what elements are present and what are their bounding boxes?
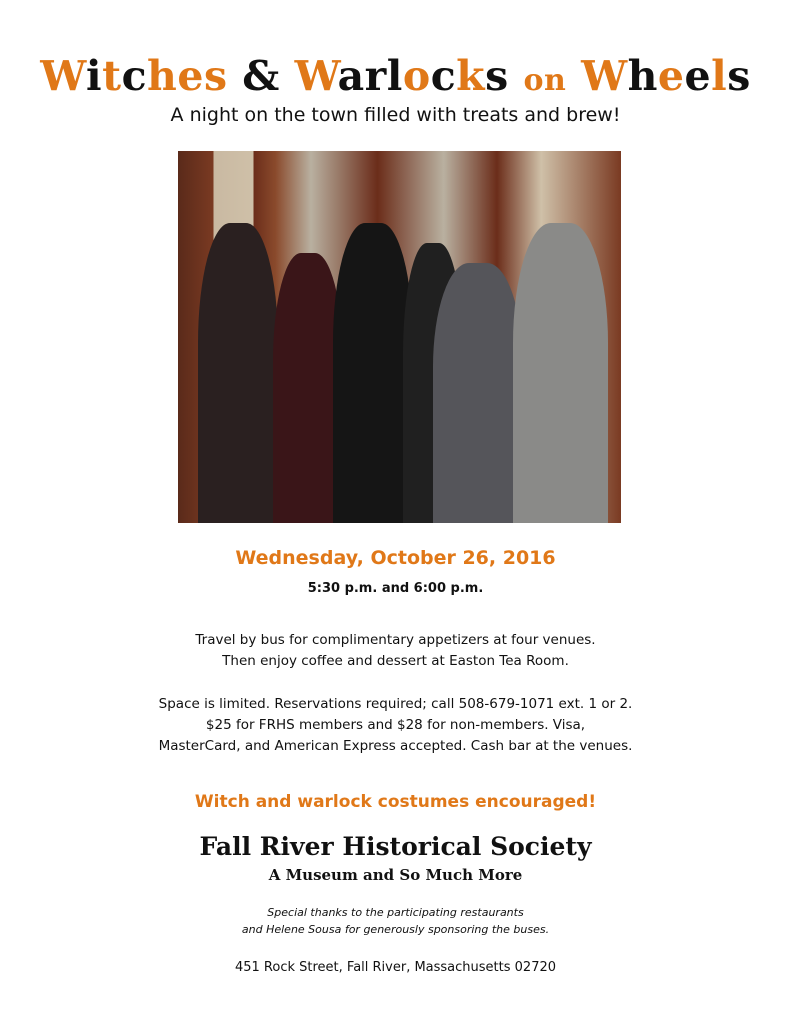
title-segment: l — [711, 52, 728, 100]
title-segment: t — [102, 52, 122, 100]
flyer-title — [0, 52, 791, 100]
title-segment: & — [227, 52, 295, 100]
thanks-line: and Helene Sousa for generously sponsoring the buses. — [241, 923, 550, 936]
organization-name: Fall River Historical Society — [199, 832, 592, 861]
description-line: Then enjoy coffee and dessert at Easton Tea Room. — [222, 653, 569, 669]
title-segment — [566, 52, 581, 100]
thanks-note — [0, 904, 791, 938]
title-segment: W — [581, 52, 628, 100]
subtitle: A night on the town filled with treats and brew! — [170, 104, 621, 126]
costume-group-photo — [178, 151, 621, 523]
details-line: MasterCard, and American Express accepted. Cash bar at the venues. — [158, 738, 633, 754]
title-segment: h — [627, 52, 658, 100]
details — [0, 694, 791, 757]
event-time: 5:30 p.m. and 6:00 p.m. — [307, 581, 484, 596]
title-segment: W — [40, 52, 87, 100]
organization-tagline: A Museum and So Much More — [268, 866, 523, 884]
title-segment: W — [294, 52, 338, 100]
title-segment: i — [86, 52, 103, 100]
description-line: Travel by bus for complimentary appetizers at four venues. — [195, 632, 596, 648]
description — [0, 630, 791, 672]
title-segment: k — [456, 52, 486, 100]
title-segment: hes — [147, 52, 228, 100]
title-segment: arl — [337, 52, 403, 100]
details-line: $25 for FRHS members and $28 for non-members. Visa, — [205, 717, 586, 733]
details-line: Space is limited. Reservations required; call 508-679-1071 ext. 1 or 2. — [158, 696, 633, 712]
title-segment: c — [121, 52, 148, 100]
title-segment: c — [430, 52, 457, 100]
title-segment: e — [657, 52, 685, 100]
event-date: Wednesday, October 26, 2016 — [235, 547, 556, 569]
title-segment: o — [402, 52, 431, 100]
title-segment: s — [727, 52, 751, 100]
title-segment: s — [485, 52, 524, 100]
costume-encouragement: Witch and warlock costumes encouraged! — [194, 792, 597, 812]
title-segment: on — [523, 63, 567, 98]
address: 451 Rock Street, Fall River, Massachusetts 02720 — [234, 960, 557, 975]
thanks-line: Special thanks to the participating restaurants — [267, 906, 524, 919]
title-segment: e — [684, 52, 712, 100]
